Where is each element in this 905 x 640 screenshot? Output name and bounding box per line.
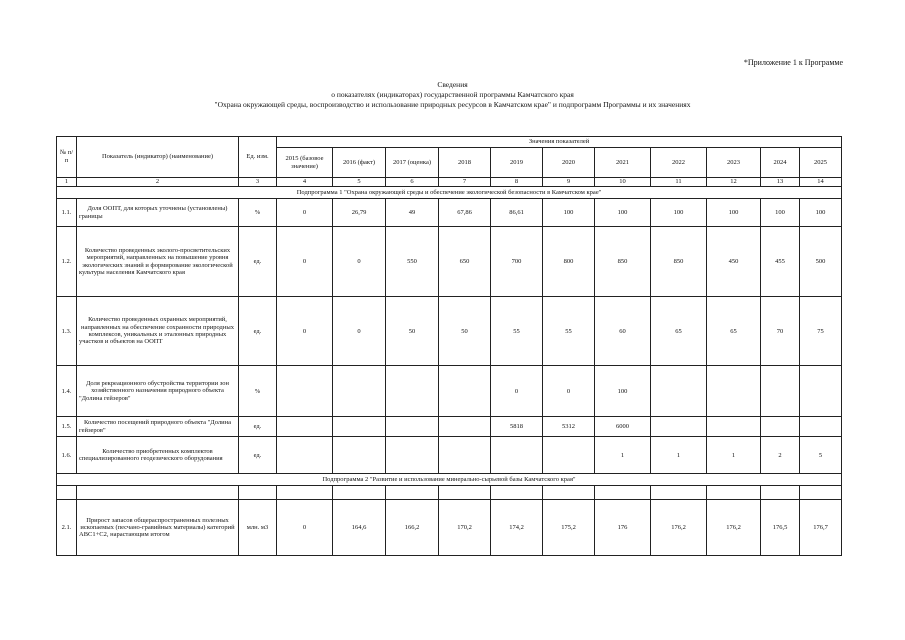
value-cell: 450 — [707, 227, 761, 297]
unit-cell: ед. — [239, 297, 277, 366]
header-year: 2018 — [439, 148, 491, 178]
indicator-name: Количество проведенных охранных мероприятий, направленных на обеспечение сохранности природных комплексов, уникальных и эталонных природных участков и объектов на ООПТ — [77, 297, 239, 366]
header-num: № п/п — [57, 137, 77, 178]
indicator-name: Прирост запасов общераспространенных полезных ископаемых (песчано-гравийных материалы) категорий ABC1+C2, нарастающим итогом — [77, 500, 239, 556]
column-number: 9 — [543, 178, 595, 187]
value-cell — [761, 366, 800, 417]
header-values-group: Значения показателей — [277, 137, 842, 148]
header-year: 2023 — [707, 148, 761, 178]
empty-cell — [707, 486, 761, 500]
value-cell — [439, 437, 491, 474]
row-number: 1.1. — [57, 199, 77, 227]
empty-cell — [277, 486, 333, 500]
row-number: 1.2. — [57, 227, 77, 297]
column-number: 10 — [595, 178, 651, 187]
value-cell: 550 — [386, 227, 439, 297]
column-number: 13 — [761, 178, 800, 187]
value-cell: 65 — [707, 297, 761, 366]
value-cell: 100 — [707, 199, 761, 227]
unit-cell: ед. — [239, 227, 277, 297]
value-cell: 26,79 — [333, 199, 386, 227]
value-cell: 176,5 — [761, 500, 800, 556]
value-cell: 1 — [707, 437, 761, 474]
row-number: 1.4. — [57, 366, 77, 417]
value-cell: 100 — [800, 199, 842, 227]
column-number: 5 — [333, 178, 386, 187]
column-number: 4 — [277, 178, 333, 187]
value-cell — [277, 417, 333, 437]
empty-cell — [439, 486, 491, 500]
empty-cell — [57, 486, 77, 500]
indicator-name: Количество проведенных эколого-просветительских мероприятий, направленных на повышение уровня экологических знаний и формирование экологической культуры населения Камчатского края — [77, 227, 239, 297]
indicator-row — [57, 297, 842, 366]
value-cell — [439, 417, 491, 437]
value-cell — [333, 417, 386, 437]
indicator-name: Доля рекреационного обустройства территории зон хозяйственного назначения природного объекта "Долина гейзеров" — [77, 366, 239, 417]
value-cell: 55 — [491, 297, 543, 366]
indicator-row — [57, 417, 842, 437]
empty-cell — [543, 486, 595, 500]
value-cell — [386, 437, 439, 474]
indicator-row — [57, 437, 842, 474]
row-number: 2.1. — [57, 500, 77, 556]
value-cell: 2 — [761, 437, 800, 474]
value-cell: 174,2 — [491, 500, 543, 556]
empty-cell — [761, 486, 800, 500]
column-number: 2 — [77, 178, 239, 187]
value-cell: 0 — [333, 227, 386, 297]
column-number: 11 — [651, 178, 707, 187]
column-number: 6 — [386, 178, 439, 187]
value-cell: 0 — [333, 297, 386, 366]
unit-cell: % — [239, 366, 277, 417]
empty-cell — [800, 486, 842, 500]
value-cell: 49 — [386, 199, 439, 227]
unit-cell: млн. м3 — [239, 500, 277, 556]
value-cell: 5818 — [491, 417, 543, 437]
subprogram-row — [57, 474, 842, 486]
value-cell: 176,2 — [651, 500, 707, 556]
value-cell: 166,2 — [386, 500, 439, 556]
header-year: 2025 — [800, 148, 842, 178]
empty-cell — [333, 486, 386, 500]
value-cell: 0 — [277, 199, 333, 227]
header-year: 2017 (оценка) — [386, 148, 439, 178]
value-cell — [439, 366, 491, 417]
value-cell: 50 — [386, 297, 439, 366]
header-year: 2021 — [595, 148, 651, 178]
header-year: 2022 — [651, 148, 707, 178]
heading-title: Сведения — [437, 80, 468, 89]
indicator-row — [57, 199, 842, 227]
unit-cell: ед. — [239, 417, 277, 437]
header-year: 2024 — [761, 148, 800, 178]
value-cell — [800, 417, 842, 437]
value-cell: 175,2 — [543, 500, 595, 556]
value-cell — [761, 417, 800, 437]
header-year: 2016 (факт) — [333, 148, 386, 178]
value-cell — [800, 366, 842, 417]
value-cell: 50 — [439, 297, 491, 366]
value-cell — [277, 366, 333, 417]
column-number: 14 — [800, 178, 842, 187]
value-cell: 164,6 — [333, 500, 386, 556]
empty-cell — [491, 486, 543, 500]
value-cell: 850 — [595, 227, 651, 297]
column-number: 12 — [707, 178, 761, 187]
unit-cell: % — [239, 199, 277, 227]
value-cell: 176,7 — [800, 500, 842, 556]
value-cell — [277, 437, 333, 474]
value-cell — [333, 437, 386, 474]
value-cell: 0 — [277, 500, 333, 556]
value-cell: 100 — [543, 199, 595, 227]
value-cell: 100 — [595, 199, 651, 227]
value-cell — [651, 417, 707, 437]
spacer-row — [57, 486, 842, 500]
indicator-row — [57, 227, 842, 297]
value-cell: 500 — [800, 227, 842, 297]
indicator-name: Количество посещений природного объекта "Долина гейзеров" — [77, 417, 239, 437]
indicator-row — [57, 366, 842, 417]
value-cell: 5312 — [543, 417, 595, 437]
value-cell: 100 — [651, 199, 707, 227]
subprogram-1-title: Подпрограмма 1 "Охрана окружающей среды и обеспечение экологической безопасности в Камчатском крае" — [57, 187, 842, 199]
value-cell: 176 — [595, 500, 651, 556]
value-cell — [651, 366, 707, 417]
value-cell: 455 — [761, 227, 800, 297]
header-year: 2020 — [543, 148, 595, 178]
appendix-note: *Приложение 1 к Программе — [743, 58, 843, 67]
heading-program-name: "Охрана окружающей среды, воспроизводство и использование природных ресурсов в Камчатском крае" и подпрограмм Программы и их значениях — [214, 100, 691, 109]
value-cell — [491, 437, 543, 474]
heading-subtitle: о показателях (индикаторах) государственной программы Камчатского края — [331, 90, 574, 99]
column-number: 1 — [57, 178, 77, 187]
row-number: 1.6. — [57, 437, 77, 474]
value-cell — [386, 417, 439, 437]
value-cell: 86,61 — [491, 199, 543, 227]
subprogram-row — [57, 187, 842, 199]
header-indicator: Показатель (индикатор) (наименование) — [77, 137, 239, 178]
indicators-table — [56, 136, 842, 556]
value-cell: 70 — [761, 297, 800, 366]
value-cell: 100 — [595, 366, 651, 417]
value-cell: 75 — [800, 297, 842, 366]
value-cell: 0 — [491, 366, 543, 417]
value-cell: 60 — [595, 297, 651, 366]
empty-cell — [77, 486, 239, 500]
value-cell: 170,2 — [439, 500, 491, 556]
column-number: 7 — [439, 178, 491, 187]
value-cell: 1 — [595, 437, 651, 474]
indicator-name: Количество приобретенных комплектов специализированного геодезического оборудования — [77, 437, 239, 474]
empty-cell — [651, 486, 707, 500]
column-number: 3 — [239, 178, 277, 187]
value-cell: 67,86 — [439, 199, 491, 227]
empty-cell — [239, 486, 277, 500]
value-cell: 6000 — [595, 417, 651, 437]
empty-cell — [595, 486, 651, 500]
value-cell — [707, 366, 761, 417]
value-cell — [386, 366, 439, 417]
value-cell: 176,2 — [707, 500, 761, 556]
value-cell: 55 — [543, 297, 595, 366]
indicator-name: Доля ООПТ, для которых уточнены (установлены) границы — [77, 199, 239, 227]
header-year: 2015 (базовое значение) — [277, 148, 333, 178]
row-number: 1.5. — [57, 417, 77, 437]
value-cell — [543, 437, 595, 474]
column-numbers-row — [57, 178, 842, 187]
empty-cell — [386, 486, 439, 500]
row-number: 1.3. — [57, 297, 77, 366]
unit-cell: ед. — [239, 437, 277, 474]
value-cell: 5 — [800, 437, 842, 474]
indicator-row — [57, 500, 842, 556]
value-cell — [707, 417, 761, 437]
document-heading — [0, 80, 905, 110]
header-unit: Ед. изм. — [239, 137, 277, 178]
value-cell: 0 — [277, 297, 333, 366]
header-year: 2019 — [491, 148, 543, 178]
value-cell: 100 — [761, 199, 800, 227]
value-cell: 700 — [491, 227, 543, 297]
value-cell: 1 — [651, 437, 707, 474]
column-number: 8 — [491, 178, 543, 187]
value-cell: 65 — [651, 297, 707, 366]
value-cell — [333, 366, 386, 417]
value-cell: 850 — [651, 227, 707, 297]
value-cell: 0 — [277, 227, 333, 297]
subprogram-2-title: Подпрограмма 2 "Развитие и использование минерально-сырьевой базы Камчатского края" — [57, 474, 842, 486]
value-cell: 800 — [543, 227, 595, 297]
value-cell: 650 — [439, 227, 491, 297]
value-cell: 0 — [543, 366, 595, 417]
